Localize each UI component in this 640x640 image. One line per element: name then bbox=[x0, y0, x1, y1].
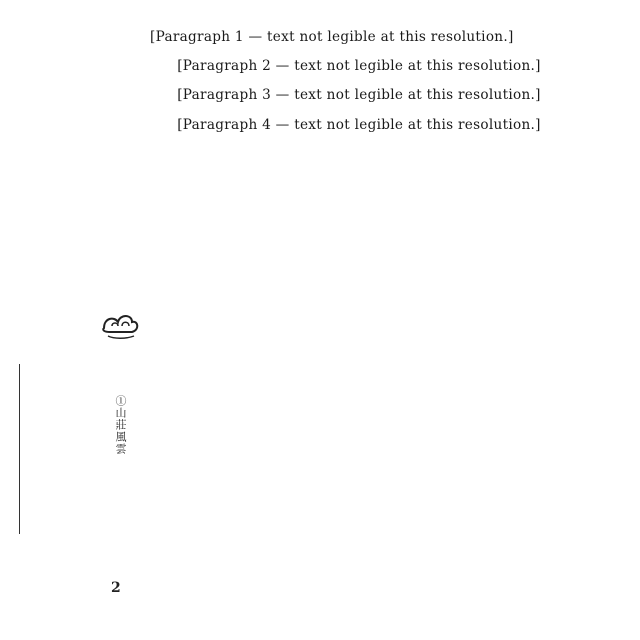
body-text bbox=[150, 28, 615, 145]
paragraph: [Paragraph 1 — text not legible at this resolution.] bbox=[150, 29, 514, 45]
chapter-marker bbox=[98, 308, 138, 342]
chapter-title: ①山莊風雲 bbox=[114, 395, 127, 455]
side-rule bbox=[19, 364, 20, 534]
paragraph: [Paragraph 4 — text not legible at this resolution.] bbox=[177, 116, 541, 133]
paragraph: [Paragraph 3 — text not legible at this resolution.] bbox=[177, 87, 541, 104]
paragraph: [Paragraph 2 — text not legible at this resolution.] bbox=[177, 58, 541, 75]
cloud-scroll-ornament-icon bbox=[100, 308, 140, 342]
page-number: 2 bbox=[111, 580, 121, 596]
